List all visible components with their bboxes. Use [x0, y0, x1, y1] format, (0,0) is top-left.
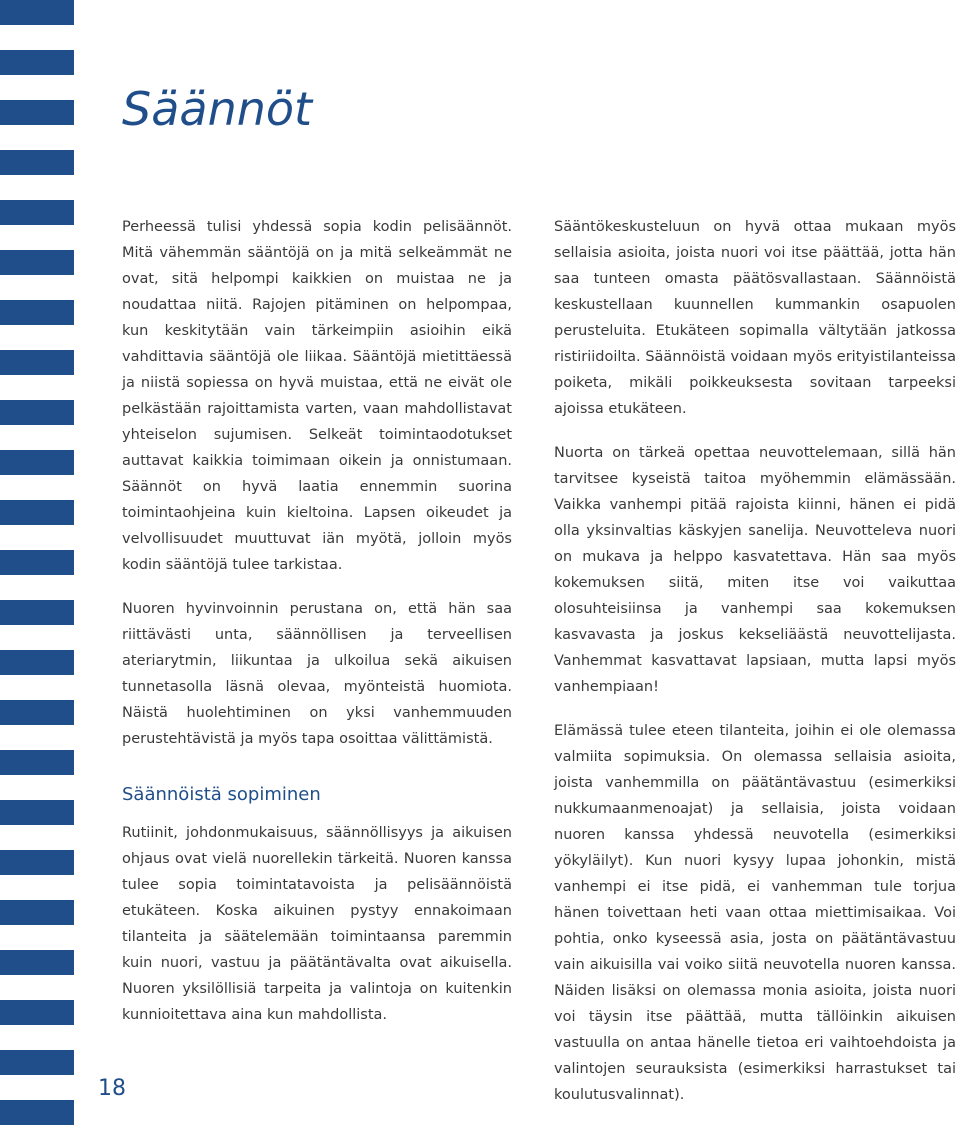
left-column [122, 214, 512, 1046]
paragraph: Sääntökeskusteluun on hyvä ottaa mukaan myös sellaisia asioita, joista nuori voi itse päättää, jotta hän saa tunteen omasta päätösvallastaan. Säännöistä keskustellaan kuunnellen kummankin osapuolen perusteluita. Etukäteen sopimalla vältytään jatkossa ristiriidoilta. Säännöistä voidaan myös erityistilanteissa poiketa, mikäli poikkeuksesta sovitaan tarpeeksi ajoissa etukäteen. [554, 219, 956, 417]
paragraph: Nuoren hyvinvoinnin perustana on, että hän saa riittävästi unta, säännöllisen ja terveellisen ateriarytmin, liikuntaa ja ulkoilua sekä aikuisen tunnetasolla läsnä olevaa, myönteistä huomiota. Näistä huolehtiminen on yksi vanhemmuuden perustehtävistä ja myös tapa osoittaa välittämistä. [122, 601, 512, 747]
page-title: Säännöt [122, 82, 313, 136]
paragraph: Rutiinit, johdonmukaisuus, säännöllisyys ja aikuisen ohjaus ovat vielä nuorellekin tärkeitä. Nuoren kanssa tulee sopia toimintatavoista ja pelisäännöistä etukäteen. Koska aikuinen pystyy ennakoimaan tilanteita ja säätelemään toimintaansa paremmin kuin nuori, vastuu ja päätäntävalta ovat aikuisella. Nuoren yksilöllisiä tarpeita ja valintoja on kuitenkin kunnioitettava aina kun mahdollista. [122, 825, 512, 1023]
right-column [554, 214, 956, 1126]
paragraph: Elämässä tulee eteen tilanteita, joihin ei ole olemassa valmiita sopimuksia. On olemassa sellaisia asioita, joista vanhemmilla on päätäntävastuu (esimerkiksi nukkumaanmenoajat) ja sellaisia, joista voidaan nuoren kanssa yhdessä neuvotella (esimerkiksi yökyläilyt). Kun nuori kysyy lupaa johonkin, mistä vanhempi ei itse pidä, ei vanhemman tule torjua hänen toivettaan heti vaan ottaa miettimisaikaa. Voi pohtia, onko kyseessä asia, josta on päätäntävastuu vain aikuisilla vai voiko siitä neuvotella nuoren kanssa. Näiden lisäksi on olemassa monia asioita, joista nuori voi täysin itse päättää, mutta tällöinkin aikuisen vastuulla on antaa hänelle tietoa eri vaihtoehdoista ja valintojen seurauksista (esimerkiksi harrastukset tai koulutusvalinnat). [554, 723, 956, 1103]
page-number: 18 [98, 1076, 126, 1101]
paragraph: Perheessä tulisi yhdessä sopia kodin pelisäännöt. Mitä vähemmän sääntöjä on ja mitä selkeämmät ne ovat, sitä helpompi kaikkien on muistaa ne ja noudattaa niitä. Rajojen pitäminen on helpompaa, kun keskitytään vain tärkeimpiin asioihin eikä vahdittavia sääntöjä ole liikaa. Sääntöjä mietittäessä ja niistä sopiessa on hyvä muistaa, että ne eivät ole pelkästään rajoittamista varten, vaan mahdollistavat yhteiselon sujumisen. Selkeät toimintaodotukset auttavat kaikkia toimimaan oikein ja onnistumaan. Säännöt on hyvä laatia ennemmin suorina toimintaohjeina kuin kieltoina. Lapsen oikeudet ja velvollisuudet muuttuvat iän myötä, jolloin myös kodin sääntöjä tulee tarkistaa. [122, 219, 512, 573]
decorative-stripes [0, 0, 74, 1128]
paragraph: Nuorta on tärkeä opettaa neuvottelemaan, sillä hän tarvitsee kyseistä taitoa myöhemmin elämässään. Vaikka vanhempi pitää rajoista kiinni, hänen ei pidä olla yksinvaltias käskyjen sanelija. Neuvotteleva nuori on mukava ja helppo kasvatettava. Hän saa myös kokemuksen siitä, miten itse voi vaikuttaa olosuhteisiinsa ja vanhempi saa kokemuksen kasvavasta ja joskus kekseliäästä neuvottelijasta. Vanhemmat kasvattavat lapsiaan, mutta lapsi myös vanhempiaan! [554, 445, 956, 695]
section-heading: Säännöistä sopiminen [122, 784, 321, 805]
